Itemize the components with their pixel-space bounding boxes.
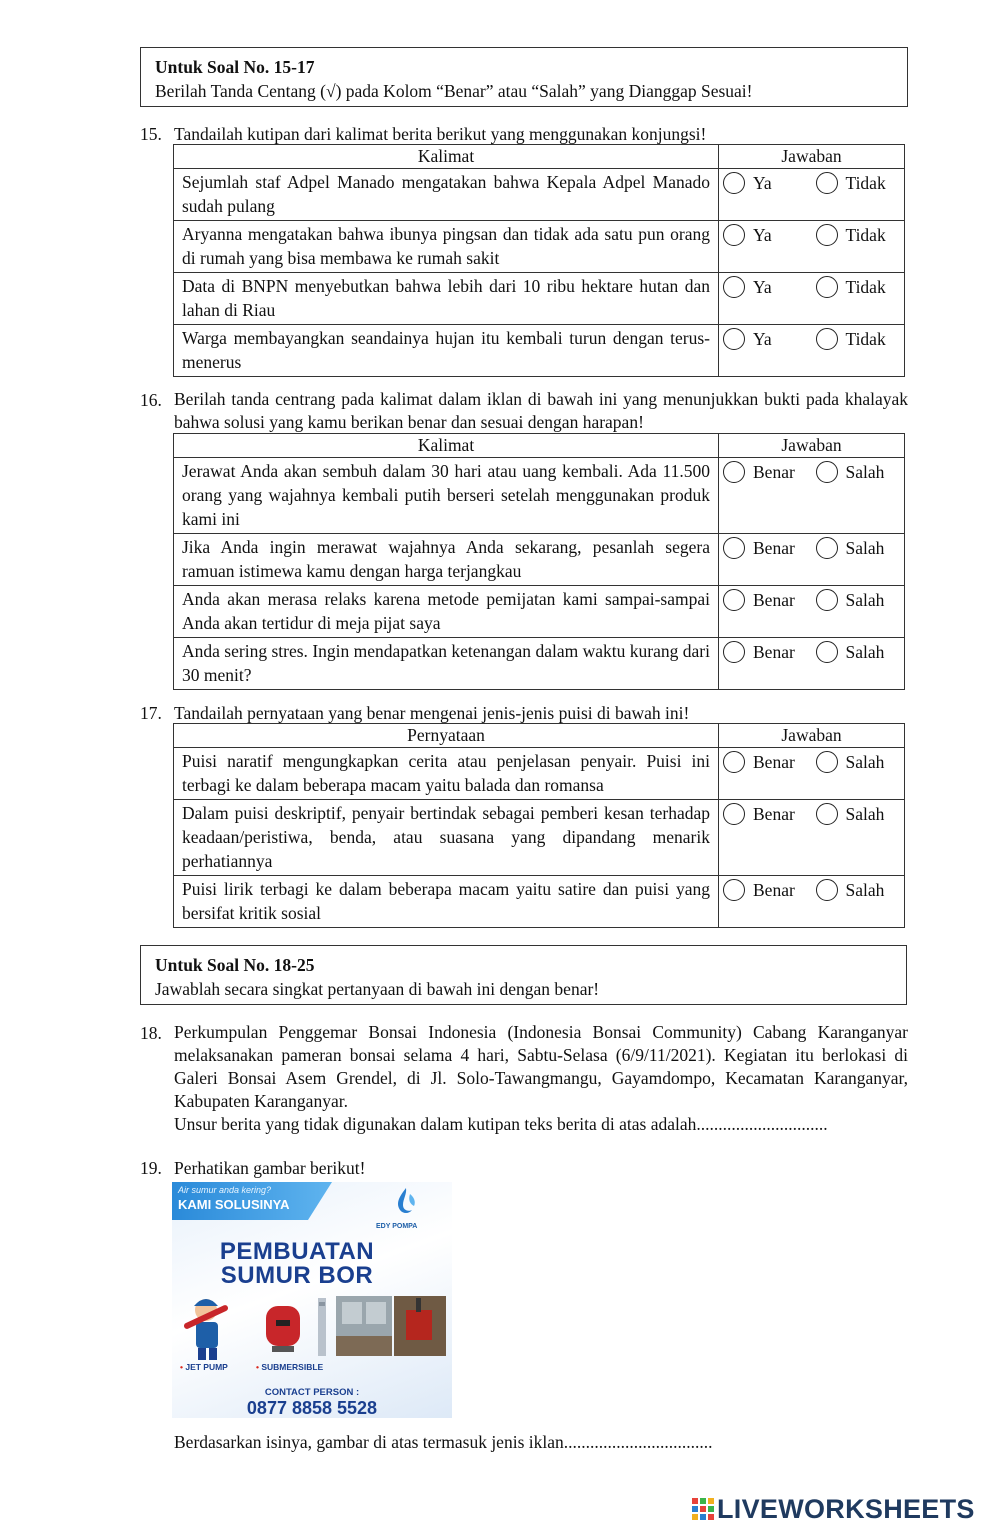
radio-circle[interactable] — [816, 803, 838, 825]
column-header: Jawaban — [719, 724, 905, 748]
option-benar[interactable] — [723, 802, 808, 826]
table-row: Jika Anda ingin merawat wajahnya Anda sekarang, pesanlah segera ramuan istimewa kamu dengan harga terjangkau — [174, 534, 719, 586]
column-header: Jawaban — [719, 434, 905, 458]
question-prompt: Unsur berita yang tidak digunakan dalam kutipan teks berita di atas adalah.............................. — [174, 1114, 828, 1134]
option-salah[interactable] — [816, 536, 901, 560]
radio-circle[interactable] — [723, 328, 745, 350]
question-number: 19. — [140, 1158, 162, 1178]
column-header: Jawaban — [719, 145, 905, 169]
column-header: Kalimat — [174, 434, 719, 458]
option-benar[interactable] — [723, 750, 808, 774]
radio-circle[interactable] — [816, 328, 838, 350]
question-text: Tandailah kutipan dari kalimat berita berikut yang menggunakan konjungsi! — [174, 124, 707, 144]
option-tidak[interactable] — [816, 223, 901, 247]
option-label: Tidak — [845, 277, 886, 297]
table-row: Puisi naratif mengungkapkan cerita atau penjelasan penyair. Puisi ini terbagi ke dalam beberapa macam yaitu balada dan romansa — [174, 748, 719, 800]
ad-feature-label: SUBMERSIBLE — [261, 1362, 324, 1372]
radio-circle[interactable] — [723, 172, 745, 194]
option-label: Ya — [753, 173, 772, 193]
table-row: Puisi lirik terbagi ke dalam beberapa macam yaitu satire dan puisi yang bersifat kritik sosial — [174, 876, 719, 928]
radio-circle[interactable] — [816, 172, 838, 194]
option-salah[interactable] — [816, 588, 901, 612]
construction-photo-icon — [336, 1296, 392, 1356]
radio-circle[interactable] — [816, 879, 838, 901]
option-label: Salah — [845, 642, 885, 662]
option-tidak[interactable] — [816, 275, 901, 299]
table-row: Warga membayangkan seandainya hujan itu kembali turun dengan terus-menerus — [174, 325, 719, 377]
option-label: Salah — [845, 752, 885, 772]
plumber-mascot-icon — [183, 1299, 229, 1360]
ad-tagline-bold: KAMI SOLUSINYA — [178, 1197, 290, 1212]
section-title: Untuk Soal No. 15-17 — [155, 57, 315, 77]
table-row: Jerawat Anda akan sembuh dalam 30 hari atau uang kembali. Ada 11.500 orang yang wajahnya kembali putih berseri setelah menggunakan produk kami ini — [174, 458, 719, 534]
option-salah[interactable] — [816, 750, 901, 774]
instruction-box-15-17 — [140, 47, 908, 107]
option-label: Benar — [753, 880, 795, 900]
radio-circle[interactable] — [816, 224, 838, 246]
option-ya[interactable] — [723, 327, 808, 351]
drilling-machine-photo-icon — [394, 1296, 446, 1356]
ad-illustration — [176, 1292, 448, 1362]
option-label: Tidak — [845, 225, 886, 245]
section-instruction: Berilah Tanda Centang (√) pada Kolom “Benar” atau “Salah” yang Dianggap Sesuai! — [155, 81, 753, 101]
option-label: Salah — [845, 538, 885, 558]
table-row: Anda akan merasa relaks karena metode pemijatan kami sampai-sampai Anda akan tertidur di meja pijat saya — [174, 586, 719, 638]
ad-feature: • JET PUMP — [180, 1362, 228, 1372]
advertisement-image — [172, 1182, 452, 1418]
option-label: Benar — [753, 462, 795, 482]
option-salah[interactable] — [816, 878, 901, 902]
option-label: Salah — [845, 462, 885, 482]
table-row: Anda sering stres. Ingin mendapatkan ketenangan dalam waktu kurang dari 30 menit? — [174, 638, 719, 690]
ad-phone: 0877 8858 5528 — [246, 1398, 378, 1418]
option-ya[interactable] — [723, 275, 808, 299]
question-number: 16. — [140, 390, 162, 410]
ad-brand: EDY POMPA — [376, 1223, 418, 1230]
option-salah[interactable] — [816, 640, 901, 664]
radio-circle[interactable] — [723, 224, 745, 246]
option-label: Ya — [753, 277, 772, 297]
radio-circle[interactable] — [723, 537, 745, 559]
liveworksheets-logo-icon — [692, 1498, 714, 1520]
question-number: 18. — [140, 1023, 162, 1043]
option-salah[interactable] — [816, 460, 901, 484]
question-text: Berilah tanda centrang pada kalimat dalam iklan di bawah ini yang menunjukkan bukti pada khalayak bahwa solusi yang kamu berikan benar dan sesuai dengan harapan! — [174, 389, 908, 432]
pressure-tank-icon — [266, 1306, 300, 1352]
option-benar[interactable] — [723, 878, 808, 902]
table-row: Dalam puisi deskriptif, penyair bertindak sebagai pemberi kesan terhadap keadaan/peristiwa, benda, atau suasana yang dipandang menarik perhatiannya — [174, 800, 719, 876]
radio-circle[interactable] — [816, 641, 838, 663]
option-tidak[interactable] — [816, 327, 901, 351]
column-header: Kalimat — [174, 145, 719, 169]
option-label: Tidak — [845, 329, 886, 349]
section-title: Untuk Soal No. 18-25 — [155, 955, 315, 975]
radio-circle[interactable] — [723, 589, 745, 611]
option-label: Benar — [753, 804, 795, 824]
option-label: Ya — [753, 225, 772, 245]
option-label: Benar — [753, 752, 795, 772]
question-text: Perhatikan gambar berikut! — [174, 1158, 366, 1178]
liveworksheets-logo-text: LIVEWORKSHEETS — [717, 1494, 975, 1524]
question-number: 17. — [140, 703, 162, 723]
ad-tagline: Air sumur anda kering? — [178, 1185, 272, 1195]
column-header: Pernyataan — [174, 724, 719, 748]
option-tidak[interactable] — [816, 171, 901, 195]
radio-circle[interactable] — [816, 537, 838, 559]
radio-circle[interactable] — [723, 641, 745, 663]
option-label: Salah — [845, 880, 885, 900]
answer-table-15 — [173, 144, 905, 377]
radio-circle[interactable] — [816, 461, 838, 483]
table-row: Data di BNPN menyebutkan bahwa lebih dari 10 ribu hektare hutan dan lahan di Riau — [174, 273, 719, 325]
option-benar[interactable] — [723, 460, 808, 484]
option-benar[interactable] — [723, 588, 808, 612]
question-text: Perkumpulan Penggemar Bonsai Indonesia (Indonesia Bonsai Community) Cabang Karanganyar melaksanakan pameran bonsai selama 4 hari, Sabtu-Selasa (6/9/11/2021). Kegiatan itu berlokasi di Galeri Bonsai Asem Grendel, di Jl. Solo-Tawangmangu, Gayamdompo, Kecamatan Karanganyar, Kabupaten Karanganyar. — [174, 1022, 908, 1111]
radio-circle[interactable] — [816, 751, 838, 773]
answer-table-17 — [173, 723, 905, 928]
answer-table-16 — [173, 433, 905, 690]
radio-circle[interactable] — [816, 589, 838, 611]
liveworksheets-logo — [692, 1494, 992, 1524]
option-benar[interactable] — [723, 536, 808, 560]
ad-headline-line1: PEMBUATAN — [219, 1238, 375, 1265]
radio-circle[interactable] — [723, 461, 745, 483]
question-text: Tandailah pernyataan yang benar mengenai jenis-jenis puisi di bawah ini! — [174, 703, 690, 723]
radio-circle[interactable] — [816, 276, 838, 298]
question-prompt: Berdasarkan isinya, gambar di atas termasuk jenis iklan.................................. — [174, 1432, 713, 1452]
option-label: Tidak — [845, 173, 886, 193]
option-ya[interactable] — [723, 223, 808, 247]
option-label: Benar — [753, 642, 795, 662]
ad-contact-label: CONTACT PERSON : — [264, 1387, 360, 1398]
option-label: Benar — [753, 538, 795, 558]
radio-circle[interactable] — [723, 803, 745, 825]
option-label: Ya — [753, 329, 772, 349]
table-row: Aryanna mengatakan bahwa ibunya pingsan dan tidak ada satu pun orang di rumah yang bisa membawa ke rumah sakit — [174, 221, 719, 273]
option-label: Salah — [845, 590, 885, 610]
radio-circle[interactable] — [723, 276, 745, 298]
instruction-box-18-25 — [140, 945, 907, 1005]
radio-circle[interactable] — [723, 751, 745, 773]
option-salah[interactable] — [816, 802, 901, 826]
submersible-pump-icon — [318, 1298, 326, 1356]
radio-circle[interactable] — [723, 879, 745, 901]
option-label: Benar — [753, 590, 795, 610]
table-row: Sejumlah staf Adpel Manado mengatakan bahwa Kepala Adpel Manado sudah pulang — [174, 169, 719, 221]
option-ya[interactable] — [723, 171, 808, 195]
ad-feature-label: JET PUMP — [185, 1362, 228, 1372]
option-benar[interactable] — [723, 640, 808, 664]
ad-headline — [172, 1240, 422, 1288]
section-instruction: Jawablah secara singkat pertanyaan di bawah ini dengan benar! — [155, 979, 600, 999]
ad-headline-line2: SUMUR BOR — [220, 1262, 374, 1289]
question-number: 15. — [140, 124, 162, 144]
ad-feature: • SUBMERSIBLE — [256, 1362, 324, 1372]
water-drop-logo-icon — [386, 1186, 426, 1220]
option-label: Salah — [845, 804, 885, 824]
